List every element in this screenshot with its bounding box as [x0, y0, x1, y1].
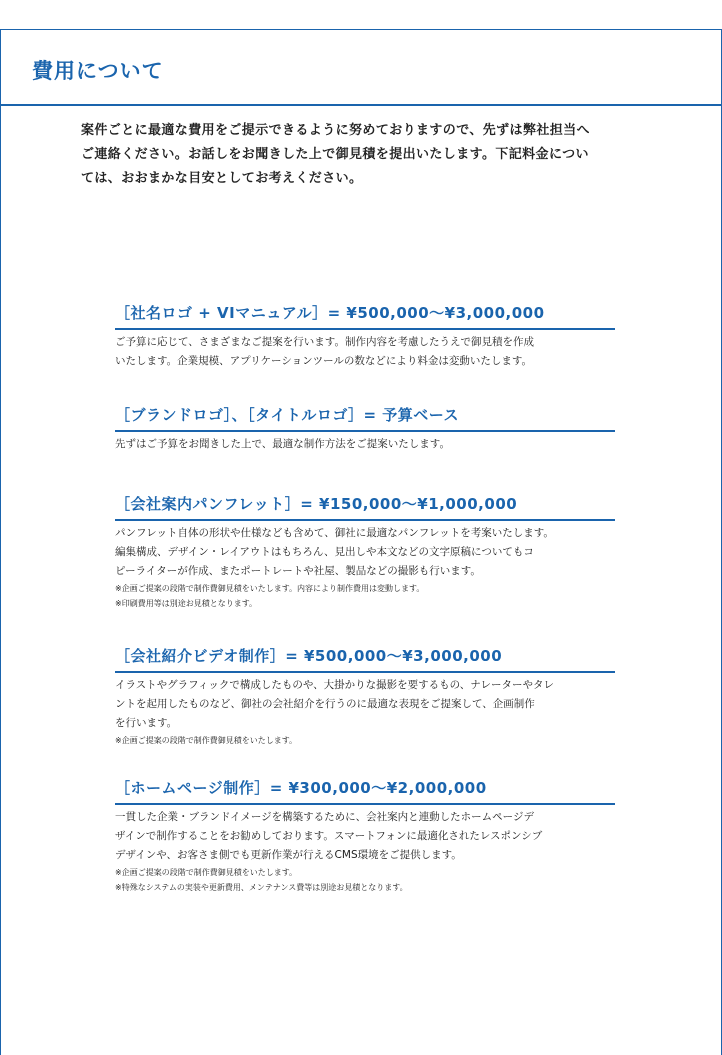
body-line: ザインで制作することをお勧めしております。スマートフォンに最適化されたレスポンシブ — [115, 830, 543, 842]
section-video — [115, 646, 615, 748]
page-title: 費用について — [32, 59, 164, 83]
section-title: ［社名ロゴ + VIマニュアル］= ¥500,000〜¥3,000,000 — [115, 303, 615, 330]
body-line: を行います。 — [115, 717, 178, 729]
section-title: ［会社案内パンフレット］= ¥150,000〜¥1,000,000 — [115, 494, 615, 521]
body-line: 一貫した企業・ブランドイメージを構築するために、会社案内と連動したホームページデ — [115, 811, 534, 823]
body-line: ご予算に応じて、さまざまなご提案を行います。制作内容を考慮したうえで御見積を作成 — [115, 336, 534, 348]
body-line: デザインや、お客さま側でも更新作業が行えるCMS環境をご提供します。 — [115, 849, 462, 861]
body-line: ピーライターが作成、またポートレートや社屋、製品などの撮影も行います。 — [115, 565, 481, 577]
section-body — [115, 524, 615, 611]
section-title: ［会社紹介ビデオ制作］= ¥500,000〜¥3,000,000 — [115, 646, 615, 673]
body-line: 先ずはご予算をお聞きした上で、最適な制作方法をご提案いたします。 — [115, 438, 450, 450]
page-header — [1, 30, 721, 106]
section-note: ※印刷費用等は別途お見積となります。 — [115, 599, 258, 608]
section-body — [115, 808, 615, 895]
section-body — [115, 333, 615, 371]
intro-line: ご連絡ください。お話しをお聞きした上で御見積を提出いたします。下記料金につい — [81, 147, 589, 162]
body-line: イラストやグラフィックで構成したものや、大掛かりな撮影を要するもの、ナレーターやタレ — [115, 679, 555, 691]
section-note: ※企画ご提案の段階で制作費御見積をいたします。 — [115, 736, 298, 745]
section-title: ［ブランドロゴ］、［タイトルロゴ］= 予算ベース — [115, 405, 615, 432]
body-line: 編集構成、デザイン・レイアウトはもちろん、見出しや本文などの文字原稿についてもコ — [115, 546, 534, 558]
section-note: ※企画ご提案の段階で制作費御見積をいたします。内容により制作費用は変動します。 — [115, 584, 425, 593]
intro-line: 案件ごとに最適な費用をご提示できるように努めておりますので、先ずは弊社担当へ — [81, 123, 590, 138]
intro-text — [81, 119, 661, 191]
section-body — [115, 676, 615, 748]
intro-line: ては、おおまかな目安としてお考えください。 — [81, 171, 363, 186]
section-homepage — [115, 778, 615, 895]
section-brand-logo — [115, 405, 615, 454]
section-note: ※企画ご提案の段階で制作費御見積をいたします。 — [115, 868, 298, 877]
section-note: ※特殊なシステムの実装や更新費用、メンテナンス費等は別途お見積となります。 — [115, 883, 408, 892]
body-line: パンフレット自体の形状や仕様なども含めて、御社に最適なパンフレットを考案いたします。 — [115, 527, 554, 539]
body-line: ントを起用したものなど、御社の会社紹介を行うのに最適な表現をご提案して、企画制作 — [115, 698, 535, 710]
section-pamphlet — [115, 494, 615, 611]
body-line: いたします。企業規模、アプリケーションツールの数などにより料金は変動いたします。 — [115, 355, 533, 367]
section-title: ［ホームページ制作］= ¥300,000〜¥2,000,000 — [115, 778, 615, 805]
section-body — [115, 435, 615, 454]
section-logo-vi — [115, 303, 615, 371]
